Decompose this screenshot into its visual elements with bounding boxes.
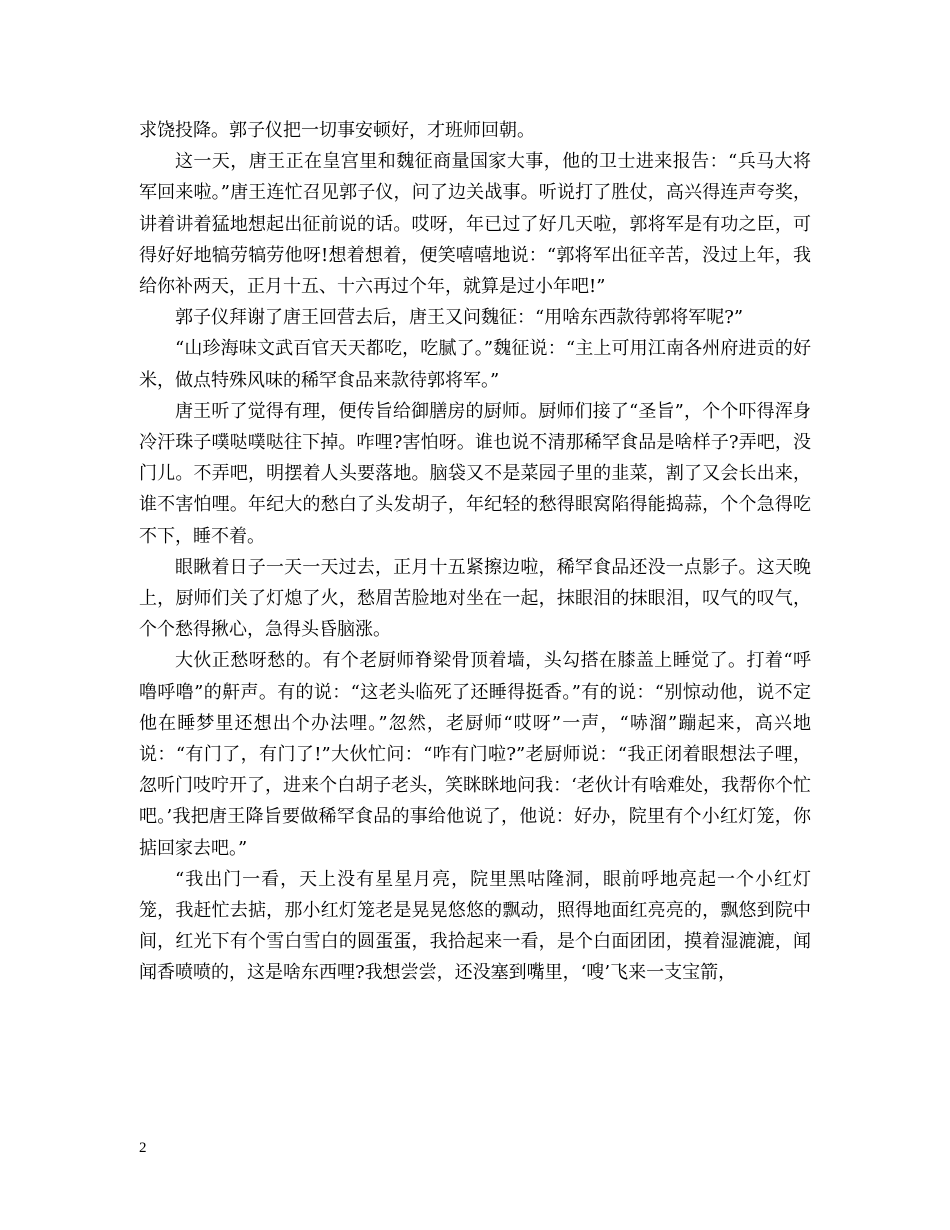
page-number: 2: [139, 1140, 147, 1156]
paragraph: 郭子仪拜谢了唐王回营去后，唐王又问魏征：“用啥东西款待郭将军呢?”: [175, 307, 744, 329]
paragraph: 这一天，唐王正在皇宫里和魏征商量国家大事，他的卫士进来报告：“兵马大将军回来啦。”唐王连忙召见郭子仪，问了边关战事。听说打了胜仗，高兴得连声夸奖，讲着讲着猛地想起出征前说的话。哎呀，年已过了好几天啦，郭将军是有功之臣，可得好好地犒劳犒劳他呀!想着想着，便笑嘻嘻地说：“郭将军出征辛苦，没过上年，我给你补两天，正月十五、十六再过个年，就算是过小年吧!”: [139, 151, 811, 298]
paragraph: 大伙正愁呀愁的。有个老厨师脊梁骨顶着墙，头勾搭在膝盖上睡觉了。打着“呼噜呼噜”的鼾声。有的说：“这老头临死了还睡得挺香。”有的说：“别惊动他，说不定他在睡梦里还想出个办法哩。”忽然，老厨师“哎呀”一声，“哧溜”蹦起来，高兴地说：“有门了，有门了!”大伙忙问：“咋有门啦?”老厨师说：“我正闭着眼想法子哩，忽听门吱咛开了，进来个白胡子老头，笑眯眯地问我：‘老伙计有啥难处，我帮你个忙吧。’我把唐王降旨要做稀罕食品的事给他说了，他说：好办，院里有个小红灯笼，你掂回家去吧。”: [139, 650, 811, 859]
paragraph: 唐王听了觉得有理，便传旨给御膳房的厨师。厨师们接了“圣旨”，个个吓得浑身冷汗珠子噗哒噗哒往下掉。咋哩?害怕呀。谁也说不清那稀罕食品是啥样子?弄吧，没门儿。不弄吧，明摆着人头要落地。脑袋又不是菜园子里的韭菜，割了又会长出来，谁不害怕哩。年纪大的愁白了头发胡子，年纪轻的愁得眼窝陷得能捣蒜，个个急得吃不下，睡不着。: [139, 400, 811, 547]
paragraph: 眼瞅着日子一天一天过去，正月十五紧擦边啦，稀罕食品还没一点影子。这天晚上，厨师们关了灯熄了火，愁眉苦脸地对坐在一起，抹眼泪的抹眼泪，叹气的叹气，个个愁得揪心，急得头昏脑涨。: [139, 556, 811, 641]
paragraph: “我出门一看，天上没有星星月亮，院里黑咕隆洞，眼前呼地亮起一个小红灯笼，我赶忙去掂，那小红灯笼老是晃晃悠悠的飘动，照得地面红亮亮的，飘悠到院中间，红光下有个雪白雪白的圆蛋蛋，我拾起来一看，是个白面团团，摸着湿漉漉，闻闻香喷喷的，这是啥东西哩?我想尝尝，还没塞到嘴里，‘嗖’飞来一支宝箭，: [139, 868, 811, 984]
paragraph: “山珍海味文武百官天天都吃，吃腻了。”魏征说：“主上可用江南各州府进贡的好米，做点特殊风味的稀罕食品来款待郭将军。”: [139, 338, 811, 391]
body-text: [139, 115, 811, 989]
paragraph: 求饶投降。郭子仪把一切事安顿好，才班师回朝。: [139, 120, 535, 141]
